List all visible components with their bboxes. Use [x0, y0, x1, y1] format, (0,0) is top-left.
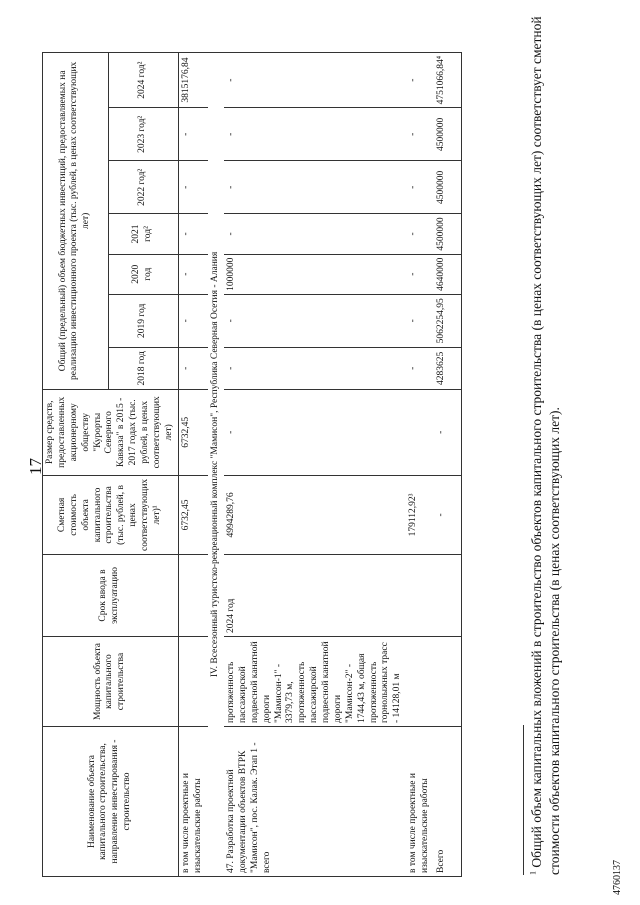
cell-name: в том числе проектные и изыскательские работы [178, 727, 208, 877]
cell-2018: - [406, 347, 434, 389]
cell-estimate: 6732,45 [178, 475, 208, 554]
footnote-text: Общий объем капитальных вложений в строительство объектов капитального строительства (в ценах соответствующих лет) соответствует сметной стоимости объектов капитального строительства (в ценах соответствующих лет). [529, 16, 563, 875]
header-year-2024: 2024 год² [108, 52, 178, 107]
cell-2019: - [406, 294, 434, 347]
cell-name: Всего [434, 727, 462, 877]
cell-2022: - [224, 161, 406, 214]
header-year-2018: 2018 год [108, 347, 178, 389]
row-number: 47. [226, 861, 236, 873]
footnote-mark: 1 [528, 871, 538, 875]
cell-capacity: протяженность пассажирской подвесной канатной дороги "Мамисон-1" - 3379,73 м, протяженность пассажирской подвесной канатной дороги "Мамисон-2" - 1744,43 м, общая протяженность горнолыжных трасс - 14128,01 м [224, 637, 406, 727]
cell-estimate: 179112,92³ [406, 475, 434, 554]
cell-2021: - [224, 214, 406, 254]
cell-capacity [178, 637, 208, 727]
cell-funds: 6732,45 [178, 389, 208, 475]
cell-2020: - [178, 254, 208, 294]
cell-2022: 4500000 [434, 161, 462, 214]
cell-2020: 4640000 [434, 254, 462, 294]
table-row [224, 52, 406, 876]
cell-2019: - [178, 294, 208, 347]
header-year-2022: 2022 год² [108, 161, 178, 214]
header-estimate: Сметная стоимость объекта капитального строительства (тыс. рублей, в ценах соответствующих лет)¹ [43, 475, 179, 554]
footnote-rule [523, 725, 524, 875]
cell-2024: 3815176,84 [178, 52, 208, 107]
cell-2024: 4751066,84⁴ [434, 52, 462, 107]
page-number: 17 [26, 458, 45, 475]
cell-2024: - [224, 52, 406, 107]
cell-term [434, 555, 462, 637]
footnote [528, 15, 564, 875]
header-name: Наименование объекта капитального строительства, направление инвестирования - строительство [43, 727, 179, 877]
cell-2020: - [406, 254, 434, 294]
table-row [434, 52, 462, 876]
table-row [406, 52, 434, 876]
cell-term [178, 555, 208, 637]
cell-estimate: 4994289,76 [224, 475, 406, 554]
cell-capacity [406, 637, 434, 727]
cell-term [406, 555, 434, 637]
cell-2023: - [406, 108, 434, 161]
cell-2019: - [224, 294, 406, 347]
header-term: Срок ввода в эксплуатацию [43, 555, 179, 637]
cell-capacity [434, 637, 462, 727]
cell-2022: - [406, 161, 434, 214]
cell-2019: 5062254,95 [434, 294, 462, 347]
header-capacity: Мощность объекта капитального строительства [43, 637, 179, 727]
cell-2024: - [406, 52, 434, 107]
cell-funds: - [224, 389, 406, 475]
header-year-2023: 2023 год² [108, 108, 178, 161]
header-year-2021: 2021 год² [108, 214, 178, 254]
header-year-2020: 2020 год [108, 254, 178, 294]
cell-2023: - [178, 108, 208, 161]
table-row [178, 52, 208, 876]
section-row [208, 52, 224, 876]
cell-2021: 4500000 [434, 214, 462, 254]
header-year-2019: 2019 год [108, 294, 178, 347]
document-code: 4760137 [612, 860, 623, 895]
cell-estimate: - [434, 475, 462, 554]
investment-table [42, 52, 462, 877]
header-funds: Размер средств, предоставленных акционерному обществу "Курорты Северного Кавказа" в 2015 - 2017 годах (тыс. рублей, в ценах соответствующих лет) [43, 389, 179, 475]
cell-term: 2024 год [224, 555, 406, 637]
cell-2023: 4500000 [434, 108, 462, 161]
cell-2021: - [178, 214, 208, 254]
cell-funds: - [434, 389, 462, 475]
cell-2020: 1000000 [224, 254, 406, 294]
cell-2021: - [406, 214, 434, 254]
cell-name [224, 727, 406, 877]
section-title: IV. Всесезонный туристско-рекреационный комплекс "Мамисон", Республика Северная Осетия - Алания [208, 52, 224, 876]
cell-2018: - [178, 347, 208, 389]
cell-2023: - [224, 108, 406, 161]
header-budget-group: Общий (предельный) объем бюджетных инвестиций, предоставляемых на реализацию инвестиционного проекта (тыс. рублей, в ценах соответствующих лет) [43, 52, 109, 389]
cell-name: в том числе проектные и изыскательские работы [406, 727, 434, 877]
cell-2022: - [178, 161, 208, 214]
cell-2018: - [224, 347, 406, 389]
cell-2018: 4283625 [434, 347, 462, 389]
row-name: Разработка проектной документации объектов ВТРК "Мамисон", пос. Калак. Этап 1 - всего [226, 742, 272, 873]
cell-funds [406, 389, 434, 475]
